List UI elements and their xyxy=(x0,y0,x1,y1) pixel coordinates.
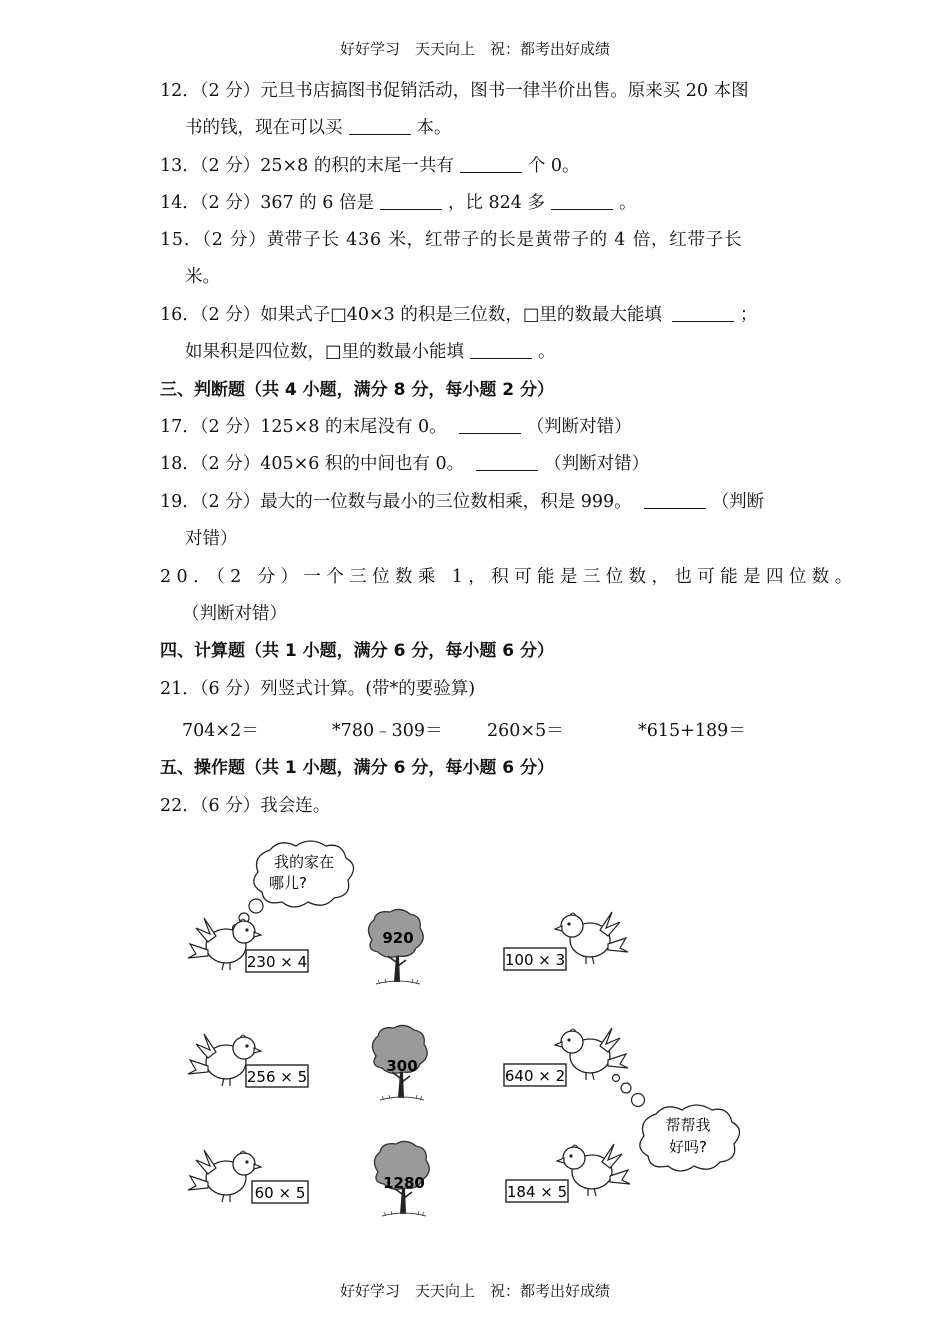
q21-stem: 21．（6 分）列竖式计算。(带*的要验算) xyxy=(160,679,476,699)
bird-right-3[interactable] xyxy=(506,1144,630,1202)
q12-text-b: 本。 xyxy=(416,118,452,138)
page-footer: 好好学习 天天向上 祝：都考出好成绩 xyxy=(339,1282,610,1300)
tree-2-label: 300 xyxy=(386,1057,418,1075)
q19-judge: （判断 xyxy=(711,492,765,512)
bubble-left-line2: 哪儿? xyxy=(269,874,307,892)
q16-answer-blank-1[interactable] xyxy=(672,305,734,322)
bird-left-3-label: 60 × 5 xyxy=(254,1184,306,1202)
bubble-left-line1: 我的家在 xyxy=(273,853,335,871)
q14-line xyxy=(160,192,636,214)
bird-left-2-label: 256 × 5 xyxy=(246,1068,308,1086)
q12-line2 xyxy=(185,117,452,139)
q14-text-b: ，比 824 多 xyxy=(447,193,545,213)
bubble-right-line2: 好吗? xyxy=(669,1138,707,1156)
section-3-heading: 三、判断题（共 4 小题，满分 8 分，每小题 2 分） xyxy=(160,380,554,400)
bird-right-2-label: 640 × 2 xyxy=(504,1067,566,1085)
calc-item-4: *615+189＝ xyxy=(638,721,746,741)
tree-1[interactable] xyxy=(368,909,423,984)
tree-3[interactable] xyxy=(374,1141,429,1216)
calc-item-1: 704×2＝ xyxy=(182,721,259,741)
bird-right-1-label: 100 × 3 xyxy=(504,951,566,969)
bird-right-1[interactable] xyxy=(504,912,628,970)
q13-text-a: 13．（2 分）25×8 的积的末尾一共有 xyxy=(160,156,454,176)
q19-answer-blank[interactable] xyxy=(644,492,706,509)
q12-line1: 12．（2 分）元旦书店搞图书促销活动，图书一律半价出售。原来买 20 本图 xyxy=(160,81,749,101)
matching-figure xyxy=(180,836,740,1246)
q16-line1 xyxy=(160,304,757,326)
q13-text-b: 个 0。 xyxy=(527,156,580,176)
thought-bubble-left xyxy=(233,841,354,932)
q14-answer-blank-1[interactable] xyxy=(380,193,442,210)
q19-text: 19．（2 分）最大的一位数与最小的三位数相乘，积是 999。 xyxy=(160,492,632,512)
q18-line xyxy=(160,453,649,475)
q17-judge: （判断对错） xyxy=(526,417,632,437)
q13-answer-blank[interactable] xyxy=(460,156,522,173)
bird-left-3[interactable] xyxy=(188,1150,308,1203)
bird-right-3-label: 184 × 5 xyxy=(506,1183,568,1201)
q14-text-c: 。 xyxy=(618,193,637,213)
q15-line1: 15．（2 分）黄带子长 436 米，红带子的长是黄带子的 4 倍，红带子长 xyxy=(160,230,743,250)
tree-1-label: 920 xyxy=(382,929,414,947)
q14-text-a: 14．（2 分）367 的 6 倍是 xyxy=(160,193,374,213)
q22-stem: 22．（6 分）我会连。 xyxy=(160,796,331,816)
q17-answer-blank[interactable] xyxy=(459,417,521,434)
bird-left-2[interactable] xyxy=(188,1034,308,1087)
q18-text: 18．（2 分）405×6 积的中间也有 0。 xyxy=(160,454,465,474)
q20-line1: 20．（2 分）一个三位数乘 1，积可能是三位数，也可能是四位数。 xyxy=(160,567,858,587)
q16-text-a: 16．（2 分）如果式子□40×3 的积是三位数，□里的数最大能填 xyxy=(160,305,662,325)
bubble-right-line1: 帮帮我 xyxy=(665,1116,711,1134)
q13-line xyxy=(160,155,580,177)
section-4-heading: 四、计算题（共 1 小题，满分 6 分，每小题 6 分） xyxy=(160,641,554,661)
q12-text-a: 书的钱，现在可以买 xyxy=(185,118,343,138)
bird-right-2[interactable] xyxy=(504,1028,628,1086)
q19-line2: 对错） xyxy=(185,529,238,549)
section-5-heading: 五、操作题（共 1 小题，满分 6 分，每小题 6 分） xyxy=(160,758,554,778)
q16-text-c: 如果积是四位数，□里的数最小能填 xyxy=(185,342,465,362)
q17-text: 17．（2 分）125×8 的末尾没有 0。 xyxy=(160,417,447,437)
q16-text-d: 。 xyxy=(538,342,556,362)
page-header: 好好学习 天天向上 祝：都考出好成绩 xyxy=(339,40,610,58)
q15-line2: 米。 xyxy=(185,267,220,287)
q16-line2 xyxy=(185,341,556,363)
q20-line2: （判断对错） xyxy=(182,604,287,624)
q16-answer-blank-2[interactable] xyxy=(470,342,532,359)
q18-judge: （判断对错） xyxy=(544,454,650,474)
q19-line1 xyxy=(160,491,764,513)
thought-bubble-right xyxy=(613,1075,740,1172)
q12-answer-blank[interactable] xyxy=(349,118,411,135)
q14-answer-blank-2[interactable] xyxy=(551,193,613,210)
q16-text-b: ； xyxy=(739,305,758,325)
tree-3-label: 1280 xyxy=(383,1174,425,1192)
bird-left-1-label: 230 × 4 xyxy=(246,953,308,971)
bird-left-1[interactable] xyxy=(188,918,308,972)
calc-item-3: 260×5＝ xyxy=(487,721,564,741)
calc-item-2: *780﹣309＝ xyxy=(332,721,443,741)
q17-line xyxy=(160,416,632,438)
q18-answer-blank[interactable] xyxy=(476,454,538,471)
tree-2[interactable] xyxy=(372,1025,427,1100)
